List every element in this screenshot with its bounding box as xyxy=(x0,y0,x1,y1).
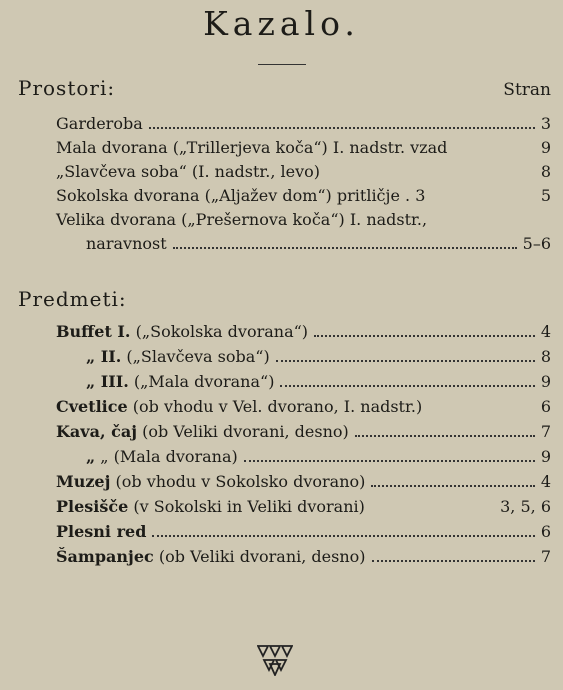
leader-dots xyxy=(314,335,535,337)
toc-entry-label xyxy=(56,472,365,491)
toc-entry-detail: (v Sokolski in Veliki dvorani) xyxy=(128,497,365,516)
toc-entry-page: 7 xyxy=(540,547,551,566)
toc-entry xyxy=(56,522,551,544)
toc-entry-page: 3, 5, 6 xyxy=(500,497,551,516)
leader-dots xyxy=(152,535,534,537)
toc-entry xyxy=(56,372,551,394)
toc-entry-label: Garderoba xyxy=(56,114,143,133)
toc-entry-label: Sokolska dvorana („Aljažev dom“) pritličje . 3 xyxy=(56,186,426,205)
toc-entry-page: 9 xyxy=(540,372,551,391)
toc-entry xyxy=(56,234,551,256)
toc-entry-keyword: „ xyxy=(86,447,96,466)
triangle-emblem-icon xyxy=(257,644,293,676)
toc-entry-keyword: Muzej xyxy=(56,472,111,491)
toc-entry xyxy=(56,422,551,444)
toc-entry-detail: „ (Mala dvorana) xyxy=(95,447,238,466)
toc-entry-detail: („Sokolska dvorana“) xyxy=(130,322,309,341)
toc-entry-label xyxy=(56,447,238,466)
toc-entry-label xyxy=(56,347,270,366)
toc-entry xyxy=(56,186,551,208)
toc-entry-page: 4 xyxy=(540,322,551,341)
toc-entry-page: 9 xyxy=(540,138,551,157)
toc-entry-keyword: Plesni red xyxy=(56,522,147,541)
toc-entry-page: 8 xyxy=(540,162,551,181)
toc-entry xyxy=(56,447,551,469)
toc-entry xyxy=(56,497,551,519)
section-heading-prostori: Prostori: xyxy=(18,76,116,100)
toc-entry-keyword: Buffet I. xyxy=(56,322,131,341)
toc-entry-page: 5–6 xyxy=(522,234,551,253)
toc-entry xyxy=(56,347,551,369)
leader-dots xyxy=(149,127,535,129)
toc-entry xyxy=(56,547,551,569)
toc-entry-page: 6 xyxy=(540,522,551,541)
title-rule xyxy=(258,64,306,65)
toc-entry xyxy=(56,322,551,344)
toc-entry xyxy=(56,114,551,136)
leader-dots xyxy=(372,560,535,562)
toc-entry-label xyxy=(56,397,422,416)
section-heading-predmeti: Predmeti: xyxy=(18,287,127,311)
toc-entry xyxy=(56,162,551,184)
toc-entry-detail: (ob vhodu v Sokolsko dvorano) xyxy=(110,472,366,491)
toc-entry xyxy=(56,210,551,232)
toc-entry-label xyxy=(56,522,146,541)
toc-entry-page: 9 xyxy=(540,447,551,466)
toc-entry xyxy=(56,397,551,419)
toc-entry-label xyxy=(56,322,308,341)
leader-dots xyxy=(244,460,535,462)
toc-entry-keyword: Kava, čaj xyxy=(56,422,137,441)
page-title: Kazalo. xyxy=(203,4,360,43)
toc-entry-page: 7 xyxy=(540,422,551,441)
leader-dots xyxy=(276,360,535,362)
toc-entry-page: 6 xyxy=(540,397,551,416)
toc-entry-detail: (ob vhodu v Vel. dvorano, I. nadstr.) xyxy=(127,397,423,416)
toc-entry-detail: („Slavčeva soba“) xyxy=(121,347,270,366)
toc-entry-label xyxy=(56,497,365,516)
page-column-header: Stran xyxy=(503,80,551,100)
toc-entry-label xyxy=(56,372,274,391)
toc-entry-label: naravnost xyxy=(86,234,167,253)
leader-dots xyxy=(280,385,534,387)
toc-entry-detail: („Mala dvorana“) xyxy=(128,372,275,391)
toc-entry-keyword: Cvetlice xyxy=(56,397,128,416)
toc-entry-detail: (ob Veliki dvorani, desno) xyxy=(136,422,349,441)
toc-entry-page: 8 xyxy=(540,347,551,366)
toc-entry-label: „Slavčeva soba“ (I. nadstr., levo) xyxy=(56,162,321,181)
leader-dots xyxy=(371,485,534,487)
leader-dots xyxy=(355,435,535,437)
leader-dots xyxy=(173,247,517,249)
toc-entry-detail: (ob Veliki dvorani, desno) xyxy=(153,547,366,566)
toc-entry xyxy=(56,138,551,160)
toc-entry-label: Mala dvorana („Trillerjeva koča“) I. nadstr. vzad xyxy=(56,138,448,157)
toc-entry-page: 3 xyxy=(540,114,551,133)
toc-entry-label: Velika dvorana („Prešernova koča“) I. nadstr., xyxy=(56,210,428,229)
toc-entry-page: 4 xyxy=(540,472,551,491)
toc-entry-keyword: „ II. xyxy=(86,347,122,366)
toc-entry-keyword: „ III. xyxy=(86,372,129,391)
toc-entry-label xyxy=(56,422,349,441)
toc-entry xyxy=(56,472,551,494)
toc-entry-label xyxy=(56,547,366,566)
toc-entry-page: 5 xyxy=(540,186,551,205)
toc-entry-keyword: Plesišče xyxy=(56,497,129,516)
toc-entry-keyword: Šampanjec xyxy=(56,547,154,566)
